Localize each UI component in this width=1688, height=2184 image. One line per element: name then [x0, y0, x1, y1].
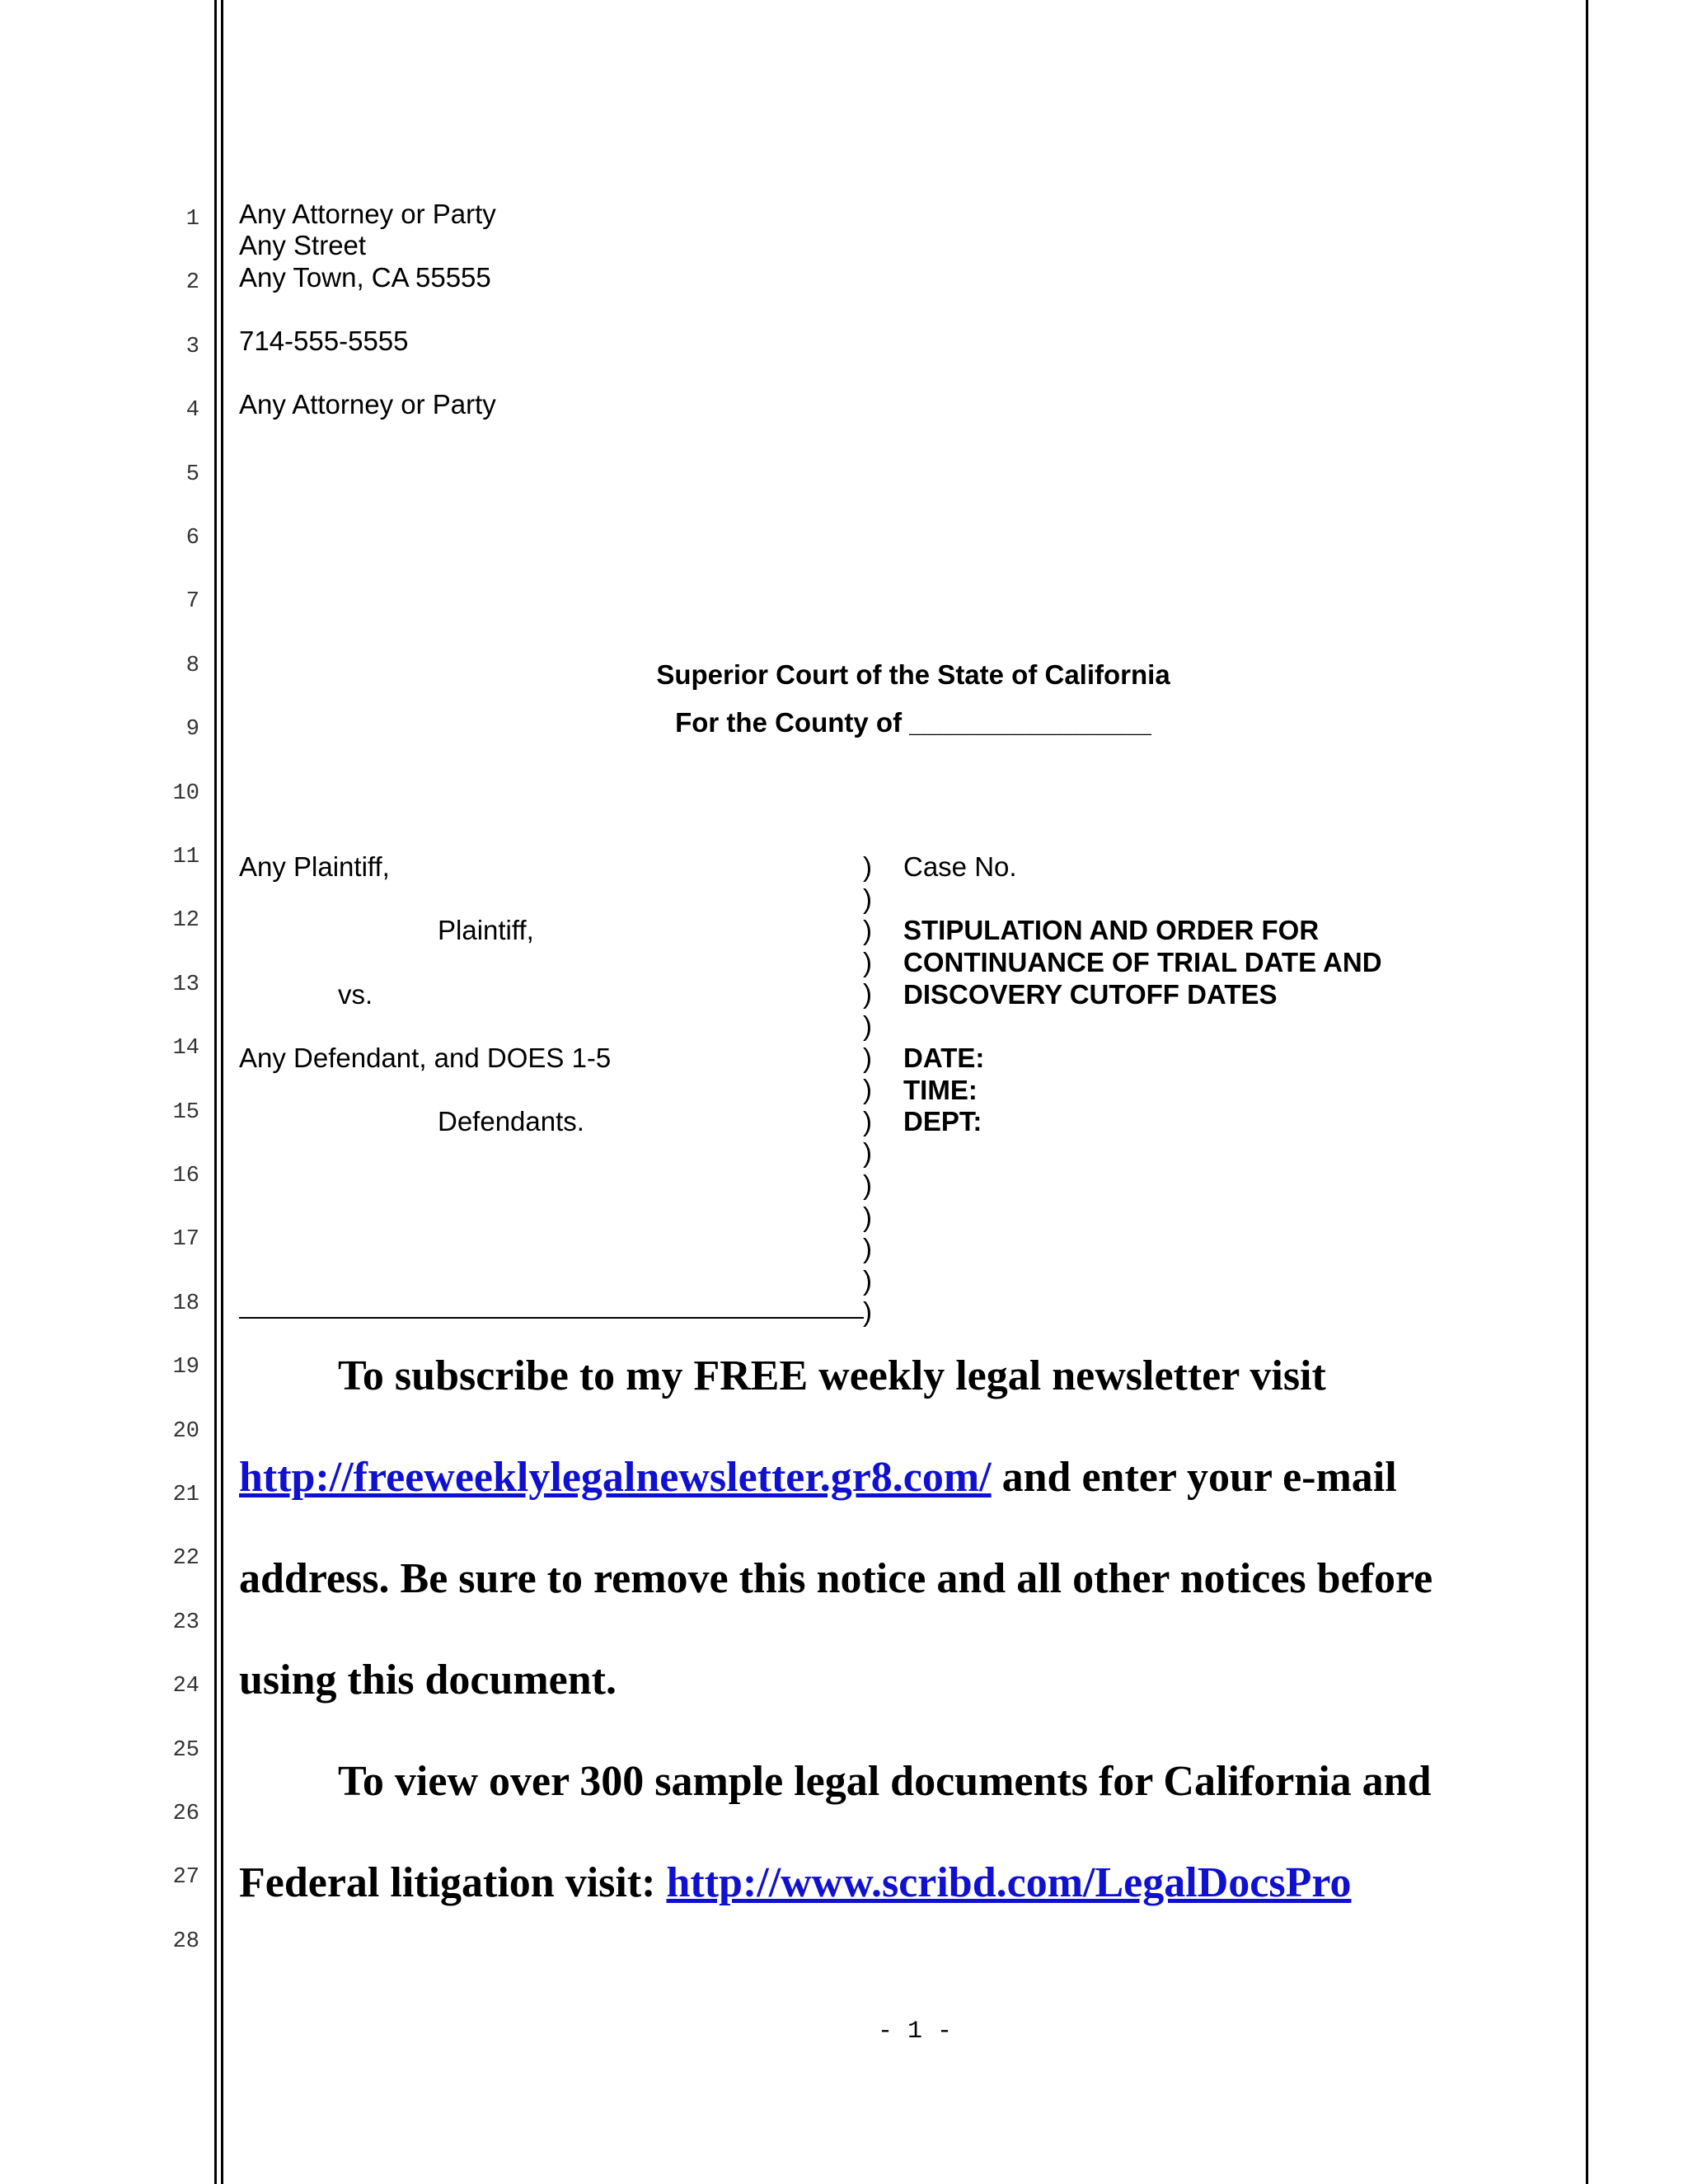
line-number: 20 — [172, 1418, 199, 1444]
caption-paren: ) — [863, 946, 872, 977]
line-number: 15 — [172, 1099, 199, 1125]
right-margin-rule — [1586, 0, 1588, 2184]
notice-line-4: using this document. — [239, 1657, 617, 1704]
line-number: 16 — [172, 1164, 199, 1188]
line-number: 3 — [185, 334, 199, 359]
case-number-label: Case No. — [903, 851, 1017, 882]
notice-line-2 — [239, 1453, 1397, 1502]
line-number: 7 — [185, 589, 199, 615]
line-number: 27 — [172, 1865, 199, 1891]
hearing-date-label: DATE: — [903, 1043, 985, 1073]
line-number: 18 — [172, 1291, 199, 1316]
line-number: 28 — [172, 1929, 199, 1954]
line-number: 11 — [172, 845, 199, 869]
attorney-city: Any Town, CA 55555 — [239, 262, 491, 293]
attorney-for: Any Attorney or Party — [239, 389, 496, 419]
caption-paren: ) — [863, 1010, 872, 1041]
left-margin-rule-outer — [214, 0, 217, 2184]
notice-line-1: To subscribe to my FREE weekly legal newsletter visit — [338, 1352, 1326, 1399]
attorney-phone: 714-555-5555 — [239, 326, 409, 356]
attorney-street: Any Street — [239, 230, 367, 260]
versus: vs. — [338, 979, 373, 1010]
hearing-dept-label: DEPT: — [903, 1106, 982, 1137]
notice-line-3: address. Be sure to remove this notice and all other notices before — [239, 1555, 1433, 1602]
notice-line-6-text: Federal litigation visit: — [239, 1859, 667, 1906]
page-number: - 1 - — [877, 2018, 952, 2046]
notice-line-2-text: and enter your e-mail — [991, 1454, 1397, 1501]
line-number: 8 — [185, 653, 199, 678]
caption-paren: ) — [863, 851, 872, 882]
document-title-line1: STIPULATION AND ORDER FOR — [903, 915, 1320, 945]
notice-line-6 — [239, 1858, 1351, 1907]
line-number: 6 — [185, 526, 199, 551]
line-number: 13 — [172, 972, 199, 997]
defendant-role: Defendants. — [438, 1106, 584, 1137]
line-number: 1 — [185, 207, 199, 232]
court-county: For the County of ________________ — [675, 707, 1151, 738]
document-title-line2: CONTINUANCE OF TRIAL DATE AND — [903, 947, 1382, 977]
caption-paren: ) — [863, 978, 872, 1010]
caption-paren: ) — [863, 1074, 872, 1105]
caption-paren: ) — [863, 1233, 872, 1264]
defendant-name: Any Defendant, and DOES 1-5 — [239, 1043, 612, 1073]
line-number: 22 — [172, 1546, 199, 1572]
caption-paren: ) — [863, 1169, 872, 1200]
scribd-link[interactable]: http://www.scribd.com/LegalDocsPro — [666, 1859, 1352, 1906]
line-number: 9 — [185, 717, 199, 743]
plaintiff-name: Any Plaintiff, — [239, 851, 390, 882]
caption-paren: ) — [863, 1137, 872, 1169]
caption-paren: ) — [863, 1042, 872, 1073]
notice-line-5: To view over 300 sample legal documents for California and — [338, 1758, 1432, 1805]
line-number: 5 — [185, 462, 199, 487]
line-number: 25 — [172, 1737, 199, 1763]
left-margin-rule-inner — [221, 0, 223, 2184]
line-number: 21 — [172, 1483, 199, 1507]
line-number: 26 — [172, 1802, 199, 1826]
line-number: 23 — [172, 1610, 199, 1635]
caption-paren: ) — [863, 883, 872, 914]
line-number: 10 — [172, 780, 199, 806]
caption-paren: ) — [863, 1105, 872, 1137]
court-name: Superior Court of the State of California — [656, 659, 1170, 690]
caption-paren: ) — [863, 1296, 872, 1328]
caption-underline — [239, 1317, 864, 1319]
hearing-time-label: TIME: — [903, 1075, 978, 1105]
caption-paren: ) — [863, 915, 872, 946]
line-number: 4 — [185, 398, 199, 424]
plaintiff-role: Plaintiff, — [438, 915, 534, 945]
line-number: 24 — [172, 1674, 199, 1699]
newsletter-link[interactable]: http://freeweeklylegalnewsletter.gr8.com/ — [239, 1454, 992, 1501]
line-number: 17 — [172, 1227, 199, 1253]
attorney-name: Any Attorney or Party — [239, 199, 496, 229]
document-title-line3: DISCOVERY CUTOFF DATES — [903, 979, 1278, 1010]
line-number: 12 — [172, 908, 199, 934]
line-number: 19 — [172, 1355, 199, 1380]
line-number: 14 — [172, 1036, 199, 1062]
caption-paren: ) — [863, 1201, 872, 1232]
line-number: 2 — [185, 270, 199, 296]
caption-paren: ) — [863, 1264, 872, 1296]
